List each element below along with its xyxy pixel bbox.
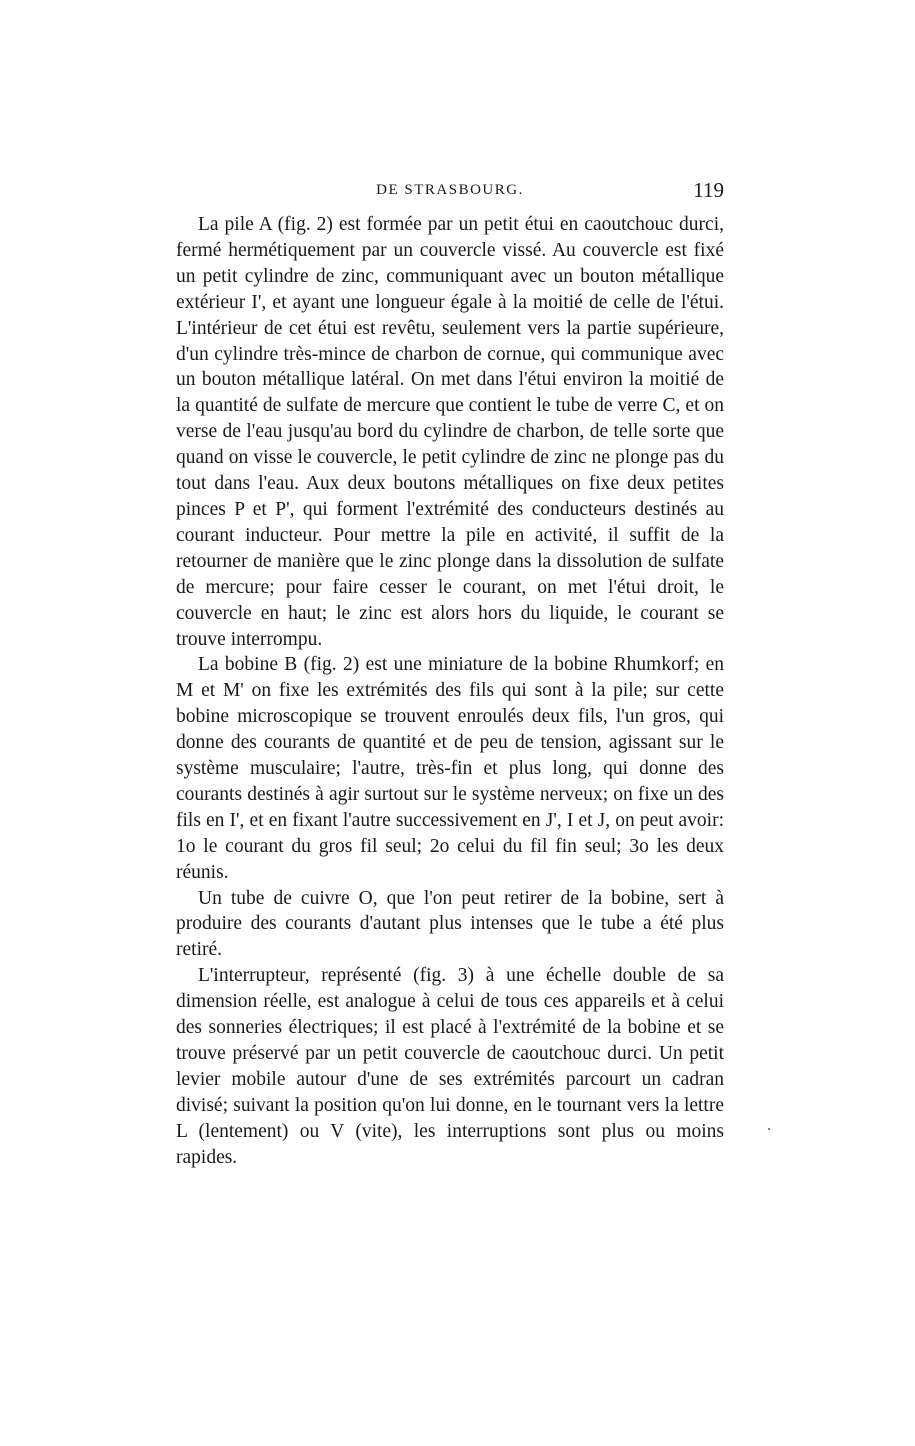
running-head bbox=[176, 178, 724, 204]
paragraph-interrupteur: L'interrupteur, représenté (fig. 3) à une échelle double de sa dimension réelle, est analogue à celui de tous ces appareils et à celui des sonneries électriques; il est placé à l'extrémité de la bobine et se trouve préservé par un petit couvercle de caoutchouc durci. Un petit levier mobile autour d'une de ses extrémités parcourt un cadran divisé; suivant la position qu'on lui donne, en le tournant vers la lettre L (lentement) ou V (vite), les interruptions sont plus ou moins rapides. bbox=[176, 965, 724, 1168]
scan-speck bbox=[768, 1128, 770, 1130]
body-text bbox=[176, 212, 724, 1171]
paragraph-tube: Un tube de cuivre O, que l'on peut retirer de la bobine, sert à produire des courants d'autant plus intenses que le tube a été plus retiré. bbox=[176, 887, 724, 961]
paragraph-pile: La pile A (fig. 2) est formée par un petit étui en caoutchouc durci, fermé hermétiquement par un couvercle vissé. Au couvercle est fixé un petit cylindre de zinc, communiquant avec un bouton métallique extérieur I', et ayant une longueur égale à la moitié de celle de l'étui. L'intérieur de cet étui est revêtu, seulement vers la partie supérieure, d'un cylindre très-mince de charbon de cornue, qui communique avec un bouton métallique latéral. On met dans l'étui environ la moitié de la quantité de sulfate de mercure que contient le tube de verre C, et on verse de l'eau jusqu'au bord du cylindre de charbon, de telle sorte que quand on visse le couvercle, le petit cylindre de zinc ne plonge pas du tout dans l'eau. Aux deux boutons métalliques on fixe deux petites pinces P et P', qui forment l'extrémité des conducteurs destinés au courant inducteur. Pour mettre la pile en activité, il suffit de la retourner de manière que le zinc plonge dans la dissolution de sulfate de mercure; pour faire cesser le courant, on met l'étui droit, le couvercle en haut; le zinc est alors hors du liquide, le courant se trouve interrompu. bbox=[176, 214, 724, 650]
running-title: DE STRASBOURG. bbox=[376, 182, 524, 198]
paragraph-bobine: La bobine B (fig. 2) est une miniature de la bobine Rhumkorf; en M et M' on fixe les extrémités des fils qui sont à la pile; sur cette bobine microscopique se trouvent enroulés deux fils, l'un gros, qui donne des courants de quantité et de peu de tension, agissant sur le système musculaire; l'autre, très-fin et plus long, qui donne des courants destinés à agir surtout sur le système nerveux; on fixe un des fils en I', et en fixant l'autre successivement en J', I et J, on peut avoir: 1o le courant du gros fil seul; 2o celui du fil fin seul; 3o les deux réunis. bbox=[176, 654, 724, 883]
page-number: 119 bbox=[693, 178, 724, 202]
